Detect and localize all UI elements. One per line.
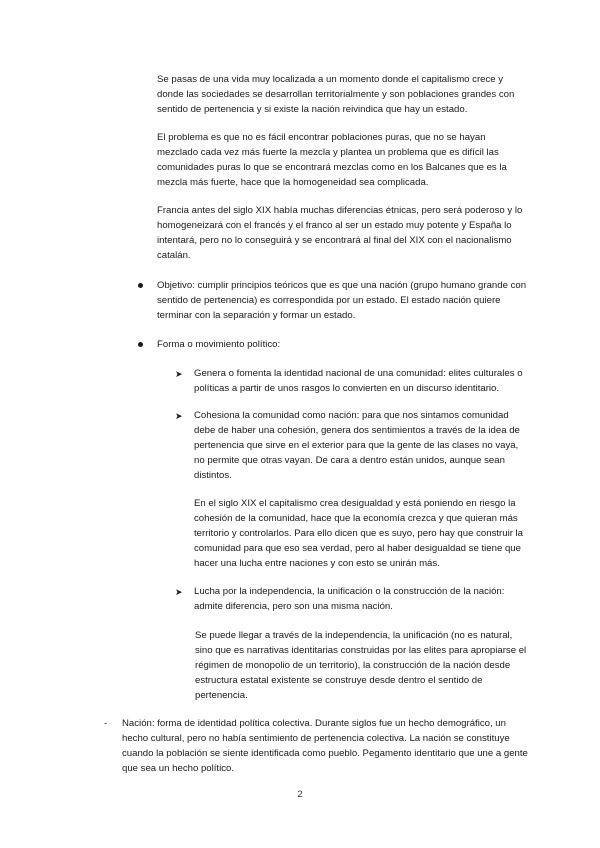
paragraph-problema-poblaciones: El problema es que no es fácil encontrar poblaciones puras, que no se hayan mezclado cada vez más fuerte la mezcla y plantea un problema que es difícil las comunidades puras lo que se encontrará mezclas como en los Balcanes que es la mezcla más fuerte, hace que la homogeneidad sea complicada. <box>157 132 507 188</box>
arrow-item-text: Lucha por la independencia, la unificación o la construcción de la nación: admite diferencia, pero son una misma nación. <box>194 586 505 612</box>
arrow-bullet-icon: ➤ <box>175 369 183 379</box>
page-number: 2 <box>297 789 303 800</box>
arrow-item-genera <box>175 366 527 396</box>
arrow-item-text: Genera o fomenta la identidad nacional de una comunidad: elites culturales o políticas a partir de unos rasgos lo convierten en un discurso identitario. <box>194 368 523 394</box>
arrow-item-cohesiona <box>175 408 527 483</box>
bullet-dot-icon <box>138 283 143 288</box>
dash-item-nacion <box>104 716 532 776</box>
paragraph-francia: Francia antes del siglo XIX había muchas diferencias étnicas, pero será poderoso y lo homogeneizará con el francés y el franco al ser un estado muy potente y España lo intentará, pero no lo conseguirá y se encontrará al final del XIX con el nacionalismo catalán. <box>157 205 523 261</box>
bullet-dot-icon <box>138 342 143 347</box>
bullet-text: Forma o movimiento político: <box>157 339 281 350</box>
bullet-text: Objetivo: cumplir principios teóricos que es que una nación (grupo humano grande con sentido de pertenencia) es correspondida por un estado. El estado nación quiere terminar con la separación y formar un estado. <box>157 280 527 321</box>
dash-bullet-icon: - <box>104 718 108 729</box>
paragraph-capitalismo: Se pasas de una vida muy localizada a un momento donde el capitalismo crece y donde las sociedades se desarrollan territorialmente y son poblaciones grandes con sentido de pertenencia y si existe la nación reivindica que hay un estado. <box>157 74 515 115</box>
arrow-bullet-icon: ➤ <box>175 411 183 421</box>
bullet-objetivo <box>157 278 527 323</box>
sub-paragraph-independencia: Se puede llegar a través de la independencia, la unificación (no es natural, sino que es narrativas identitarias construidas por las elites para apropiarse el régimen de monopolio de un territorio), la construcción de la nación desde estructura estatal existente se construye desde dentro el sentido de pertenencia. <box>195 630 527 701</box>
bullet-forma-movimiento <box>157 337 527 352</box>
arrow-bullet-icon: ➤ <box>175 587 183 597</box>
arrow-item-lucha <box>175 584 527 614</box>
sub-paragraph-siglo-xix: En el siglo XIX el capitalismo crea desigualdad y está poniendo en riesgo la cohesión de la comunidad, hace que la economía crezca y que quieran más territorio y controlarlos. Para ello dicen que es suyo, pero hay que construir la comunidad para que eso sea verdad, pero al haber desigualdad se tiene que hacer una lucha entre naciones y con esto se unirán más. <box>194 498 524 569</box>
arrow-item-text: Cohesiona la comunidad como nación: para que nos sintamos comunidad debe de haber una cohesión, genera dos sentimientos a través de la idea de pertenencia que sirve en el exterior para que la gente de las clases no vaya, no permite que otras vayan. De cara a dentro están unidos, aunque sean distintos. <box>194 410 520 481</box>
dash-item-text: Nación: forma de identidad política colectiva. Durante siglos fue un hecho demográfico, un hecho cultural, pero no había sentimiento de pertenencia colectiva. La nación se constituye cuando la población se siente identificada como pueblo. Pegamento identitario que une a gente que sea un hecho político. <box>122 718 528 774</box>
